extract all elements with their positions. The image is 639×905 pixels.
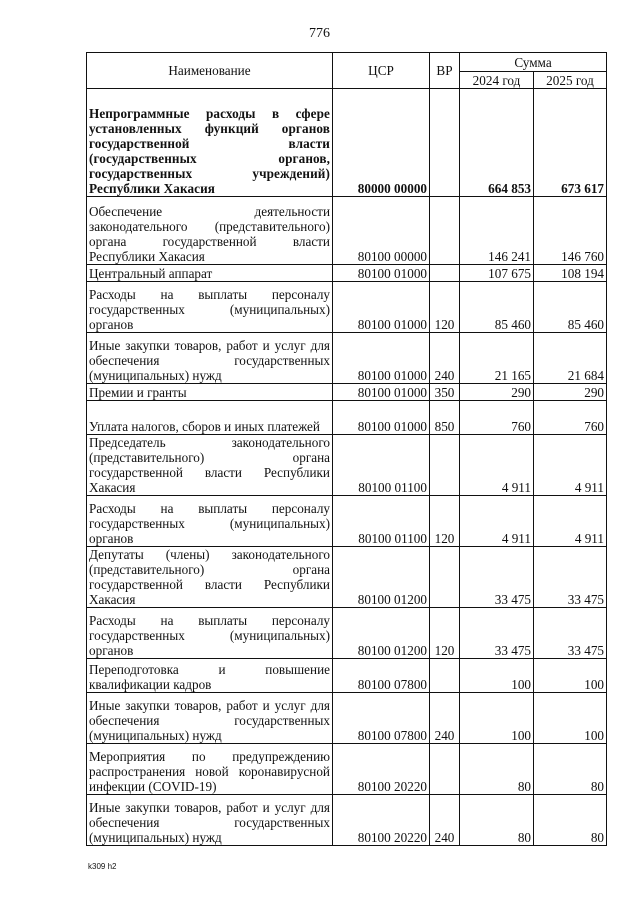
row-csr: 80100 01000 [333,401,430,435]
row-amount-2025: 4 911 [534,435,607,496]
row-vr [430,547,460,608]
table-row [87,265,607,282]
header-name: Наименование [87,53,333,89]
row-name: Иные закупки товаров, работ и услуг для обеспечения государственных (муниципальных) нужд [87,333,333,384]
row-csr: 80100 07800 [333,659,430,693]
table-row [87,401,607,435]
row-amount-2025: 760 [534,401,607,435]
row-name: Иные закупки товаров, работ и услуг для обеспечения государственных (муниципальных) нужд [87,795,333,846]
row-csr: 80000 00000 [333,89,430,197]
row-vr: 240 [430,333,460,384]
row-amount-2024: 85 460 [460,282,534,333]
row-csr: 80100 20220 [333,795,430,846]
table-row [87,89,607,197]
row-amount-2025: 21 684 [534,333,607,384]
row-vr [430,659,460,693]
table-body [87,89,607,846]
footer-code: k309 h2 [88,862,117,871]
row-vr: 120 [430,282,460,333]
row-amount-2024: 100 [460,693,534,744]
row-amount-2025: 108 194 [534,265,607,282]
row-name: Расходы на выплаты персоналу государственных (муниципальных) органов [87,496,333,547]
row-vr: 350 [430,384,460,401]
row-vr: 120 [430,496,460,547]
row-csr: 80100 20220 [333,744,430,795]
row-amount-2024: 146 241 [460,197,534,265]
row-vr: 120 [430,608,460,659]
row-csr: 80100 00000 [333,197,430,265]
row-vr [430,435,460,496]
header-year-2024: 2024 год [460,72,534,89]
row-csr: 80100 01000 [333,333,430,384]
row-csr: 80100 01200 [333,547,430,608]
row-name: Депутаты (члены) законодательного (представительного) органа государственной власти Республики Хакасия [87,547,333,608]
row-vr [430,265,460,282]
table-row [87,384,607,401]
row-amount-2024: 290 [460,384,534,401]
row-amount-2024: 760 [460,401,534,435]
row-amount-2024: 33 475 [460,608,534,659]
row-amount-2024: 664 853 [460,89,534,197]
row-amount-2024: 80 [460,744,534,795]
row-name: Непрограммные расходы в сфере установленных функций органов государственной власти (государственных органов, государственных учреждений) Республики Хакасия [87,89,333,197]
row-vr: 240 [430,693,460,744]
table-row [87,795,607,846]
row-csr: 80100 01200 [333,608,430,659]
row-amount-2025: 33 475 [534,547,607,608]
table-row [87,547,607,608]
row-name: Расходы на выплаты персоналу государственных (муниципальных) органов [87,608,333,659]
table-row [87,608,607,659]
row-amount-2025: 673 617 [534,89,607,197]
table-row [87,693,607,744]
row-amount-2025: 85 460 [534,282,607,333]
row-csr: 80100 01000 [333,282,430,333]
row-amount-2025: 4 911 [534,496,607,547]
row-name: Уплата налогов, сборов и иных платежей [87,401,333,435]
row-amount-2025: 33 475 [534,608,607,659]
page-number: 776 [309,26,330,41]
row-amount-2024: 21 165 [460,333,534,384]
row-name: Расходы на выплаты персоналу государственных (муниципальных) органов [87,282,333,333]
row-amount-2025: 290 [534,384,607,401]
table-row [87,496,607,547]
row-name: Иные закупки товаров, работ и услуг для обеспечения государственных (муниципальных) нужд [87,693,333,744]
row-amount-2024: 33 475 [460,547,534,608]
row-amount-2024: 4 911 [460,435,534,496]
budget-table [86,52,607,846]
row-vr [430,744,460,795]
row-vr: 240 [430,795,460,846]
row-csr: 80100 01000 [333,265,430,282]
row-amount-2025: 80 [534,795,607,846]
row-name: Центральный аппарат [87,265,333,282]
row-name: Переподготовка и повышение квалификации кадров [87,659,333,693]
row-name: Обеспечение деятельности законодательного (представительного) органа государственной власти Республики Хакасия [87,197,333,265]
table-row [87,659,607,693]
table-row [87,744,607,795]
table-row [87,435,607,496]
row-amount-2024: 107 675 [460,265,534,282]
row-amount-2024: 4 911 [460,496,534,547]
row-amount-2025: 100 [534,659,607,693]
row-vr: 850 [430,401,460,435]
row-vr [430,89,460,197]
table-row [87,282,607,333]
row-csr: 80100 07800 [333,693,430,744]
header-csr: ЦСР [333,53,430,89]
header-year-2025: 2025 год [534,72,607,89]
header-sum: Сумма [460,53,607,72]
row-name: Премии и гранты [87,384,333,401]
table-row [87,197,607,265]
row-name: Председатель законодательного (представительного) органа государственной власти Республики Хакасия [87,435,333,496]
row-csr: 80100 01100 [333,496,430,547]
row-amount-2024: 80 [460,795,534,846]
row-amount-2025: 146 760 [534,197,607,265]
row-csr: 80100 01100 [333,435,430,496]
header-vr: ВР [430,53,460,89]
row-name: Мероприятия по предупреждению распространения новой коронавирусной инфекции (COVID-19) [87,744,333,795]
row-vr [430,197,460,265]
row-amount-2025: 80 [534,744,607,795]
row-amount-2025: 100 [534,693,607,744]
table-row [87,333,607,384]
row-amount-2024: 100 [460,659,534,693]
row-csr: 80100 01000 [333,384,430,401]
